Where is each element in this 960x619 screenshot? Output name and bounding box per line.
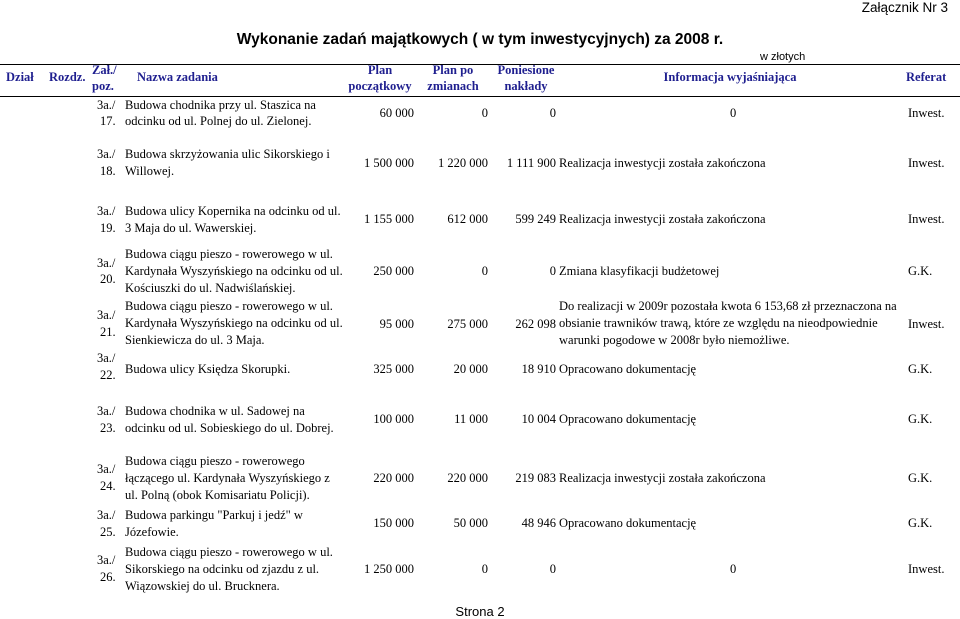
row-poz-prefix: 3a./	[97, 98, 116, 112]
row-poniesione: 0	[549, 264, 556, 278]
row-poz-number: 17.	[100, 114, 116, 128]
row-poz-number: 22.	[100, 368, 116, 382]
col-rozdz: Rozdz.	[49, 70, 86, 84]
row-planpo: 11 000	[454, 412, 488, 426]
row-poz-prefix: 3a./	[97, 351, 116, 365]
row-poz-number: 18.	[100, 164, 116, 178]
row-poniesione: 10 004	[521, 412, 556, 426]
row-info-line: Opracowano dokumentację	[559, 362, 697, 376]
row-info-line: 0	[730, 106, 737, 120]
row-name-line: Budowa chodnika przy ul. Staszica na	[125, 98, 316, 112]
row-name-line: Kościuszki do ul. Nadwiślańskiej.	[125, 281, 296, 295]
col-informacja: Informacja wyjaśniająca	[663, 70, 797, 84]
row-poz-number: 24.	[100, 479, 116, 493]
row-plan: 1 250 000	[364, 562, 414, 576]
row-name-line: 3 Maja do ul. Wawerskiej.	[125, 221, 257, 235]
row-poniesione: 219 083	[515, 471, 556, 485]
row-name-line: Budowa chodnika w ul. Sadowej na	[125, 404, 305, 418]
row-name-line: Budowa parkingu "Parkuj i jedź" w	[125, 508, 303, 522]
row-poniesione: 599 249	[515, 212, 556, 226]
row-poniesione: 18 910	[521, 362, 556, 376]
row-plan: 60 000	[379, 106, 414, 120]
row-poniesione: 262 098	[515, 317, 556, 331]
row-plan: 220 000	[373, 471, 414, 485]
col-zal-line1: Zał./	[92, 63, 117, 77]
row-poz-prefix: 3a./	[97, 404, 116, 418]
row-name-line: Sienkiewicza do ul. 3 Maja.	[125, 333, 265, 347]
row-info-line: Realizacja inwestycji została zakończona	[559, 471, 766, 485]
col-poniesione-line2: nakłady	[504, 79, 548, 93]
row-poz-prefix: 3a./	[97, 553, 116, 567]
row-info-line: Realizacja inwestycji została zakończona	[559, 212, 766, 226]
row-plan: 1 155 000	[364, 212, 414, 226]
col-plan-line1: Plan	[367, 63, 393, 77]
row-info-line: Zmiana klasyfikacji budżetowej	[559, 264, 720, 278]
row-info-line: Opracowano dokumentację	[559, 516, 697, 530]
row-referat: G.K.	[908, 471, 933, 485]
row-poz-prefix: 3a./	[97, 256, 116, 270]
row-plan: 1 500 000	[364, 156, 414, 170]
col-poniesione-line1: Poniesione	[497, 63, 555, 77]
row-referat: Inwest.	[908, 212, 945, 226]
row-referat: Inwest.	[908, 562, 945, 576]
row-info-line: obsianie trawników trawą, które ze względu na nieodpowiednie	[559, 316, 878, 330]
row-planpo: 50 000	[453, 516, 488, 530]
row-poz-number: 20.	[100, 272, 116, 286]
row-name-line: Budowa ciągu pieszo - rowerowego w ul.	[125, 247, 333, 261]
row-referat: G.K.	[908, 362, 933, 376]
row-name-line: Budowa skrzyżowania ulic Sikorskiego i	[125, 147, 330, 161]
row-plan: 250 000	[373, 264, 414, 278]
col-zal-line2: poz.	[92, 79, 114, 93]
row-poz-prefix: 3a./	[97, 204, 116, 218]
col-referat: Referat	[906, 70, 947, 84]
row-name-line: Budowa ciągu pieszo - rowerowego	[125, 454, 305, 468]
col-planpo-line2: zmianach	[427, 79, 479, 93]
row-info-line: 0	[730, 562, 737, 576]
row-name-line: Kardynała Wyszyńskiego na odcinku od ul.	[125, 316, 343, 330]
row-planpo: 0	[481, 562, 488, 576]
row-info-line: Opracowano dokumentację	[559, 412, 697, 426]
row-plan: 150 000	[373, 516, 414, 530]
row-referat: G.K.	[908, 516, 933, 530]
row-poz-prefix: 3a./	[97, 308, 116, 322]
row-planpo: 220 000	[447, 471, 488, 485]
row-poz-prefix: 3a./	[97, 462, 116, 476]
row-plan: 100 000	[373, 412, 414, 426]
row-planpo: 612 000	[447, 212, 488, 226]
row-poniesione: 0	[549, 106, 556, 120]
col-planpo-line1: Plan po	[432, 63, 474, 77]
row-planpo: 1 220 000	[438, 156, 488, 170]
row-referat: Inwest.	[908, 106, 945, 120]
row-poz-number: 23.	[100, 421, 116, 435]
row-plan: 325 000	[373, 362, 414, 376]
row-name-line: Budowa ulicy Kopernika na odcinku od ul.	[125, 204, 341, 218]
row-info-line: Realizacja inwestycji została zakończona	[559, 156, 766, 170]
row-poz-number: 25.	[100, 525, 116, 539]
row-planpo: 275 000	[447, 317, 488, 331]
annex-label: Załącznik Nr 3	[861, 0, 948, 15]
row-poz-number: 19.	[100, 221, 116, 235]
row-referat: Inwest.	[908, 317, 945, 331]
col-dzial: Dział	[6, 70, 34, 84]
row-name-line: Kardynała Wyszyńskiego na odcinku od ul.	[125, 264, 343, 278]
row-poniesione: 1 111 900	[506, 156, 556, 170]
row-poniesione: 48 946	[521, 516, 556, 530]
unit-label: w złotych	[760, 51, 806, 63]
row-name-line: odcinku od ul. Sobieskiego do ul. Dobrej.	[125, 421, 334, 435]
row-name-line: Willowej.	[125, 164, 175, 178]
row-planpo: 20 000	[453, 362, 488, 376]
row-info-line: warunki pogodowe w 2008r było niemożliwe.	[559, 333, 790, 347]
page-title: Wykonanie zadań majątkowych ( w tym inwestycyjnych) za 2008 r.	[236, 31, 724, 48]
row-referat: G.K.	[908, 264, 933, 278]
row-name-line: Józefowie.	[125, 525, 179, 539]
row-poz-prefix: 3a./	[97, 147, 116, 161]
col-nazwa: Nazwa zadania	[137, 70, 218, 84]
row-name-line: odcinku od ul. Polnej do ul. Zielonej.	[125, 114, 312, 128]
row-name-line: ul. Polną (obok Komisariatu Policji).	[125, 488, 310, 502]
row-name-line: Budowa ciągu pieszo - rowerowego w ul.	[125, 299, 333, 313]
row-poz-number: 26.	[100, 570, 116, 584]
row-referat: Inwest.	[908, 156, 945, 170]
row-plan: 95 000	[379, 317, 414, 331]
row-name-line: Budowa ulicy Księdza Skorupki.	[125, 362, 291, 376]
row-planpo: 0	[481, 106, 488, 120]
row-name-line: łączącego ul. Kardynała Wyszyńskiego z	[125, 471, 330, 485]
row-name-line: Budowa ciągu pieszo - rowerowego w ul.	[125, 545, 333, 559]
row-name-line: Sikorskiego na odcinku od zjazdu z ul.	[125, 562, 320, 576]
row-poniesione: 0	[549, 562, 556, 576]
row-poz-prefix: 3a./	[97, 508, 116, 522]
row-planpo: 0	[481, 264, 488, 278]
row-name-line: Wiązowskiej do ul. Brucknera.	[125, 579, 280, 593]
row-poz-number: 21.	[100, 325, 116, 339]
col-plan-line2: początkowy	[348, 79, 412, 93]
page-number: Strona 2	[455, 604, 505, 619]
row-referat: G.K.	[908, 412, 933, 426]
row-info-line: Do realizacji w 2009r pozostała kwota 6 153,68 zł przeznaczona na	[559, 299, 897, 313]
